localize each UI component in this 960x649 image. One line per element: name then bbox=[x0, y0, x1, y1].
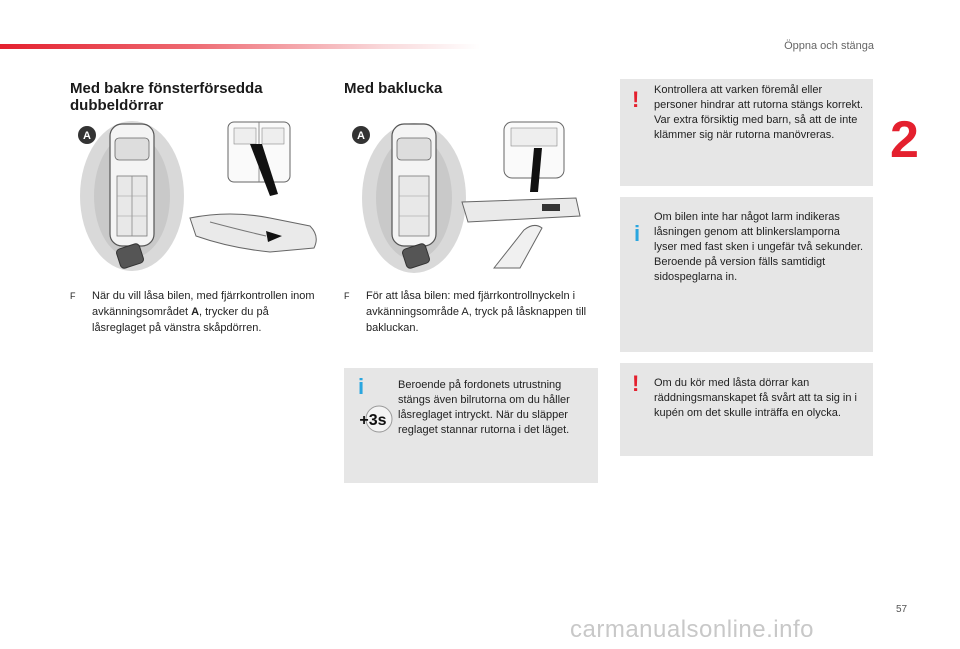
warning-box-text: Kontrollera att varken föremål eller personer hindrar att rutorna stängs korrekt. Var extra försiktig med barn, så att de inte klämmer sig när rutorna manövreras. bbox=[654, 84, 864, 141]
illustration-tailgate bbox=[344, 118, 596, 273]
svg-text:+3s: +3s bbox=[359, 412, 387, 429]
info-box-text: Om bilen inte har något larm indikeras låsningen genom att blinkerslamporna lyser med fast sken i ungefär två sekunder. Beroende på version fälls samtidigt sidospeglarna in. bbox=[654, 211, 864, 283]
svg-text:A: A bbox=[83, 130, 91, 142]
chapter-number: 2 bbox=[890, 111, 919, 169]
warning-box-text: Om du kör med låsta dörrar kan räddningsmanskapet få svårt att ta sig in i kupén om det skulle inträffa en olycka. bbox=[654, 377, 857, 419]
warning-icon: ! bbox=[632, 87, 640, 112]
bullet-double-doors bbox=[70, 288, 320, 336]
heading-double-doors: Med bakre fönsterförsedda dubbeldörrar bbox=[70, 80, 263, 114]
svg-text:A: A bbox=[357, 130, 365, 142]
info-box-window-closing bbox=[344, 368, 598, 483]
bullet-text-part2: , trycker du på låsreglaget på vänstra skåpdörren. bbox=[92, 306, 269, 334]
bullet-text-bold: A bbox=[191, 306, 200, 318]
bullet-text-part1: När du vill låsa bilen, med fjärrkontrollen inom avkänningsområdet bbox=[92, 290, 315, 318]
three-seconds-icon bbox=[350, 404, 396, 434]
watermark: carmanualsonline.info bbox=[570, 616, 814, 643]
info-icon: i bbox=[634, 221, 641, 246]
bullet-marker: F bbox=[344, 291, 350, 301]
illustration-double-doors bbox=[70, 118, 322, 273]
page-number: 57 bbox=[896, 604, 908, 615]
heading-tailgate: Med baklucka bbox=[344, 80, 443, 97]
bullet-tailgate bbox=[344, 288, 599, 336]
tailgate-handle-illustration bbox=[462, 198, 580, 222]
info-box-text: Beroende på fordonets utrustning stängs även bilrutorna om du håller låsreglaget intryckt. När du släpper reglaget stannar rutorna i det läget. bbox=[398, 379, 570, 436]
info-box-alarm bbox=[620, 197, 873, 352]
bullet-text: För att låsa bilen: med fjärrkontrollnyckeln i avkänningsområde A, tryck på låsknappen till bakluckan. bbox=[366, 290, 587, 334]
warning-box-rescue bbox=[620, 363, 873, 456]
section-title: Öppna och stänga bbox=[784, 40, 874, 52]
warning-box-obstruction bbox=[620, 79, 873, 186]
info-icon: i bbox=[358, 374, 365, 399]
warning-icon: ! bbox=[632, 371, 640, 396]
header-accent-bar bbox=[0, 44, 480, 49]
bullet-marker: F bbox=[70, 291, 76, 301]
